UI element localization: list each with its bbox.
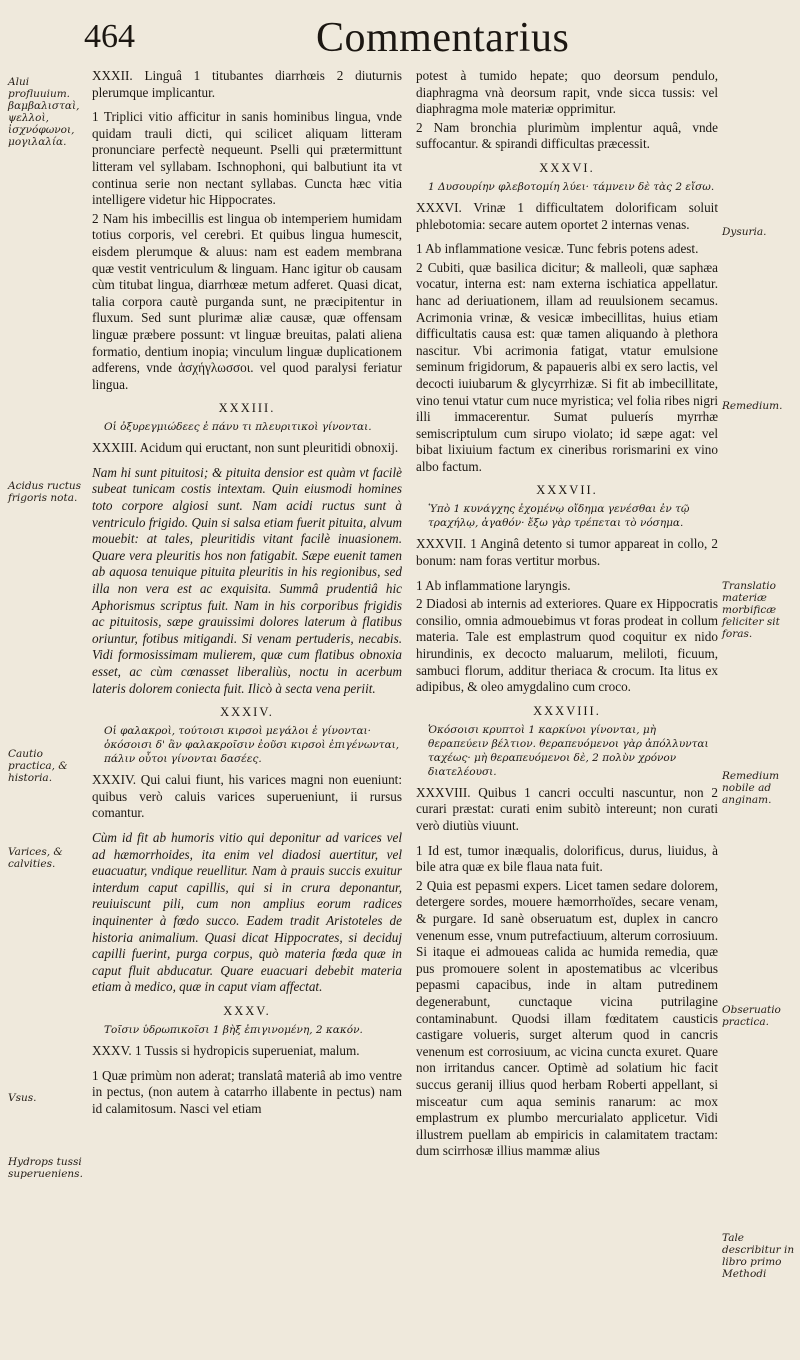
aphorism-number: XXXIII. xyxy=(218,401,276,416)
text-paragraph: XXXVIII. Quibus 1 cancri occulti nascuntur, non 2 curari præstat: curati enim subitò intereunt; non curati verò diutiùs viuunt. xyxy=(416,784,718,833)
margin-note: Varices, & calvities. xyxy=(8,846,63,870)
margin-note: Remedium nobile ad anginam. xyxy=(722,770,780,806)
text-paragraph: XXXVII. 1 Anginâ detento si tumor appareat in collo, 2 bonum: nam foras vertitur morbus. xyxy=(416,536,718,569)
margin-note: Tale describitur in libro primo Methodi xyxy=(722,1232,795,1280)
margin-note: Obseruatio practica. xyxy=(722,1004,781,1028)
commentary-paragraph: Cùm id fit ab humoris vitio qui deponitur ad varices vel ad hæmorrhoides, ita enim vel diadosi auertitur, vel euacuatur, vndique reuellitur. Nam à prauis succis exuitur interdum caput capillis, qui si in crura deponantur, reuiuiscunt pili, cum non amplius eorum radices inquinenter à fœdo succo. Eadem tradit Aristoteles de historia animalium. Quasi dicat Hippocrates, si deciduj capilli fuerint, purga corpus, quò materia fœda quæ in caput fluit abducatur. Quare euacuari debebit materia etiam à medico, quæ in caput viam affectat. xyxy=(92,829,402,995)
commentary-paragraph: Nam hi sunt pituitosi; & pituita densior est quàm vt facilè subeat tunicam costis intextam. Quin eiusmodi homines toto corpore algiosi sunt. Nam acidi ructus sunt à ventriculo frigido. Quin si salsa etiam fuerit pituita, alvum mouebit: at tales, pleuritidis vitant facilè inuasionem. Quare vera pleuritis hos non fatigabit. Sæpe euenit tamen ab aquosa tenuique pituita pleuritis in his regionibus, sed illa non vera est ac exquisita. Summâ prudentiâ hic Aphorismus scriptus fuit. Nam in his corporibus frigidis ac pituitosis, sæpe grauissimi dolores laterum à flatibus oriuntur, fotibus mitigandi. Si venam pertuderis, necabis. Vidi formosissimam mulierem, quæ cum flatibus obnoxia esset, ac cùm cœnasset liberaliùs, noctu in acerbum lateris dolorem coniecta fuit. Ilicò à secta vena periit. xyxy=(92,464,402,696)
greek-aphorism: Οἱ ὀξυρεγμιώδεες ἐ πάνυ τι πλευριτικοὶ γίνονται. xyxy=(104,421,372,434)
text-paragraph: 1 Id est, tumor inæqualis, dolorificus, durus, liuidus, à bile atra quæ ex bile flaua nata fuit. xyxy=(416,842,718,875)
margin-note: Translatio materiæ morbificæ feliciter sit foras. xyxy=(722,580,780,640)
text-paragraph: 2 Diadosi ab internis ad exteriores. Quare ex Hippocratis consilio, omnia admouebimus vt foras prodeat in collum materia. Tale est emplastrum quod coquitur ex nido hirundinis, ex decocto maluarum, meliloti, ficuum, sambuci florum, additur theriaca & crocum. Ita litus ex adipibus, & oleo amygdalino cum croco. xyxy=(416,596,718,695)
margin-note: Dysuria. xyxy=(722,226,767,238)
text-paragraph: XXXII. Linguâ 1 titubantes diarrhœis 2 diuturnis plerumque implicantur. xyxy=(92,68,402,100)
text-paragraph: 2 Cubiti, quæ basilica dicitur; & malleoli, quæ saphæa vocatur, interna est: nam externa ischiatica appellatur. hanc ad deriuationem, illam ad reuulsionem secamus. Acrimonia vrinæ, & vesicæ imbecillitas, huius etiam difficultatis causa est: quæ tamen aliquando à plethora nascitur. Vbi acrimonia fatigat, vtatur emulsione seminum frigidorum, & papaueris albi ex sero lactis, vel decocti iuiubarum & glycyrrhizæ. Si fit ab imbecillitate, vino tenui vtatur cum nuce myristica; vel folia ribes nigri illi immacerentur. Sumat puluerís myrrhæ semiscriptulum cum sirupo violato; id sæpe agat: vel bibat lixiuium factum ex cineribus rorismarini ex vino albo factum. xyxy=(416,259,718,474)
left-text-column xyxy=(92,68,402,1119)
margin-note: Remedium. xyxy=(722,400,783,412)
text-paragraph: XXXV. 1 Tussis si hydropicis superueniat, malum. xyxy=(92,1042,360,1058)
text-paragraph: 1 Ab inflammatione vesicæ. Tunc febris potens adest. xyxy=(416,241,699,257)
text-paragraph: XXXIV. Qui calui fiunt, his varices magni non eueniunt: quibus verò caluis varices superueniunt, ii rursus comantur. xyxy=(92,772,402,821)
greek-aphorism: 1 Δυσουρίην φλεβοτομίη λύει· τάμνειν δὲ τὰς 2 εἴσω. xyxy=(428,180,715,193)
margin-note: Alui profluuium. βαμβαλισταὶ, ψελλοὶ, ἰσχνόφωνοι, μογιλαλία. xyxy=(8,76,80,148)
text-paragraph: XXXVI. Vrinæ 1 difficultatem dolorificam soluit phlebotomia: secare autem oportet 2 internas venas. xyxy=(416,199,718,232)
text-paragraph: 2 Quia est pepasmi expers. Licet tamen sedare dolorem, detergere sordes, mouere hæmorrhoïdes, secare venam, & purgare. Id sanè obseruatum est, duplex in cancro venenum esse, vnum putrefactiuum, alterum corrosiuum. Si itaque ei admoueas calida ac humida remedia, quæ pus promouere solent in apostematibus ac vlceribus pepasmi capacibus, inde in altam putredinem degenerabunt, cunctaque vicina putrilagine contaminabunt. Quodsi illam fœditatem causticis castigare volueris, surget alterum quod in cancris venenum est corrosiuum, ac vicina cuncta exuret. Quare non irritandus cancer. Optimè ad solatium hic facit succus geranij illius quod herbam Roberti appellant, si misceatur cum aqua seminis ranarum: ac mox emplastrum ex plumbo mercurialato applicetur. Vidi illustrem puellam ab empiricis in calamitatem tractam: dum scirrhosæ illius mammæ alius xyxy=(416,877,718,1159)
greek-aphorism: Οἱ φαλακροὶ, τούτοισι κιρσοὶ μεγάλοι ἐ γίνονται· ὁκόσοισι δ' ἂν φαλακροῖσιν ἐοῦσι κιρσοὶ ἐπιγένωνται, πάλιν οὗτοι γίνονται δασέες. xyxy=(104,725,400,766)
text-paragraph: 2 Nam bronchia plurimùm implentur aquâ, vnde suffocantur. & spirandi difficultas præcessit. xyxy=(416,119,718,152)
margin-note: Hydrops tussi superueniens. xyxy=(8,1156,83,1180)
text-paragraph: 1 Ab inflammatione laryngis. xyxy=(416,577,571,593)
text-paragraph: 1 Quæ primùm non aderat; translatâ materiâ ab imo ventre in pectus, (non autem à catarrho illabente in pectus) nam id calamitosum. Nasci vel etiam xyxy=(92,1067,402,1116)
margin-note: Cautio practica, & historia. xyxy=(8,748,68,784)
aphorism-number: XXXVII. xyxy=(536,483,598,498)
aphorism-number: XXXV. xyxy=(223,1003,271,1018)
greek-aphorism: Τοῖσιν ὑδρωπικοῖσι 1 βὴξ ἐπιγινομένη, 2 κακόν. xyxy=(104,1023,363,1036)
aphorism-number: XXXIV. xyxy=(220,705,274,720)
greek-aphorism: Ὑπὸ 1 κυνάγχης ἐχομένῳ οἴδημα γενέσθαι ἐν τῷ τραχήλῳ, ἀγαθόν· ἔξω γὰρ τρέπεται τὸ νόσημα. xyxy=(428,503,690,530)
running-title: Commentarius xyxy=(316,15,570,61)
greek-aphorism: Ὁκόσοισι κρυπτοὶ 1 καρκίνοι γίνονται, μὴ θεραπεύειν βέλτιον. θεραπευόμενοι γὰρ ἀπόλλυνται ταχέως· μὴ θεραπευόμενοι δὲ, 2 πολὺν χρόνον διατελέουσι. xyxy=(428,723,709,778)
aphorism-number: XXXVIII. xyxy=(533,703,601,718)
page-header xyxy=(0,14,800,66)
text-paragraph: 1 Triplici vitio afficitur in sanis hominibus lingua, vnde quidam trauli dicti, qui scilicet aliquam litteram pronunciare perfectè nequeunt. Pselli qui prætermittunt litteram vel syllabam. Ischnophoni, qui balbutiunt ita vt continua serie non nectant syllabas. Cuncta hæc vitia intelligere videtur hic Hippocrates. xyxy=(92,109,402,208)
text-paragraph: XXXIII. Acidum qui eructant, non sunt pleuritidi obnoxij. xyxy=(92,440,399,456)
aphorism-number: XXXVI. xyxy=(539,160,595,175)
margin-note: Vsus. xyxy=(8,1092,37,1104)
text-paragraph: potest à tumido hepate; quo deorsum pendulo, diaphragma vnà deorsum rapit, vnde sicca tussis: vel diaphragma mole materiæ opprimitur. xyxy=(416,68,718,117)
margin-note: Acidus ructus frigoris nota. xyxy=(8,480,82,504)
page-number: 464 xyxy=(84,18,135,55)
right-text-column xyxy=(416,68,718,1162)
text-paragraph: 2 Nam his imbecillis est lingua ob intemperiem humidam totius corporis, vel cerebri. Et quibus lingua humescit, eisdem plerumque & aluus: nam est eadem membrana quæ vestit ventriculum & linguam. Hanc igitur ob causam cùm titubat lingua, diarrhœæ metum adferet. Quasi dicat, talia corpora cautè purganda sunt, ne præcipitentur in fluxum. Sed sunt plurimæ aliæ causæ, quæ offensam linguæ præbere possunt: vt linguæ breuitas, palati aliena formatio, dentium inopia; vinculum linguæ duplicationem adferens, vnde ἀσχήγλωσσοι. vel quod paralysi feriatur lingua. xyxy=(92,210,402,392)
